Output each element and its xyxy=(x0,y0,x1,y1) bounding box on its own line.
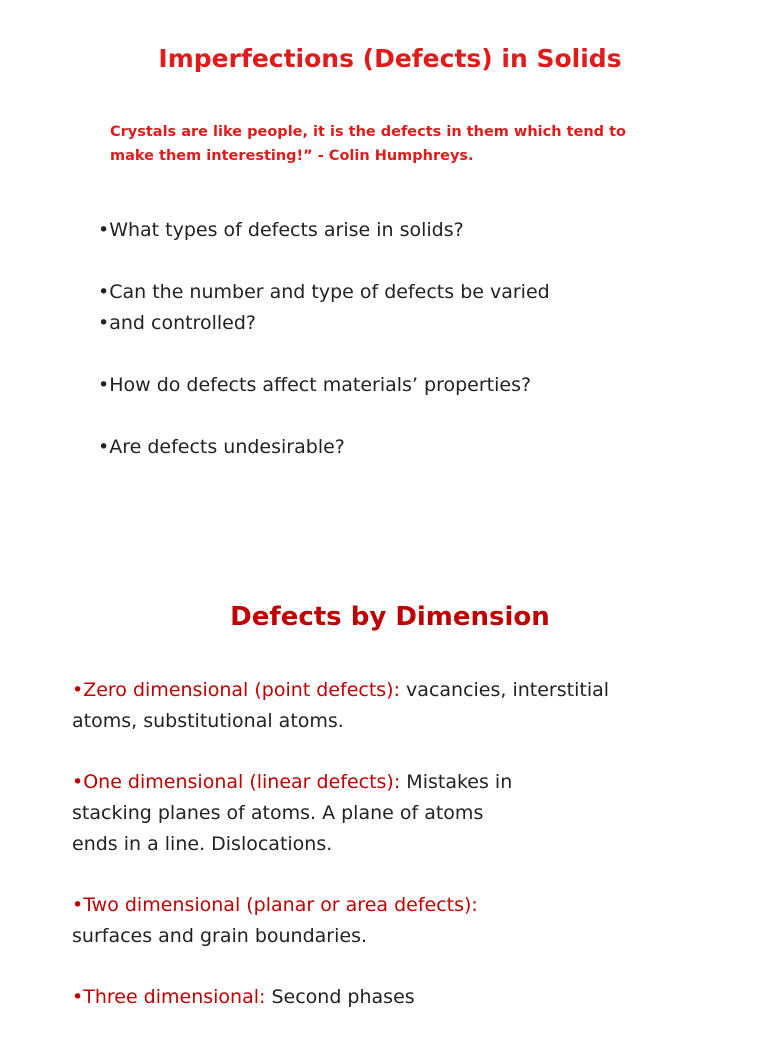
dimension-text: surfaces and grain boundaries. xyxy=(72,925,368,947)
slide-title: Imperfections (Defects) in Solids xyxy=(158,44,622,73)
dimension-item-three xyxy=(72,982,712,1013)
dimension-label: •Zero dimensional (point defects): xyxy=(72,679,401,701)
dimension-label: •Three dimensional: xyxy=(72,986,266,1008)
dimension-text: Second phases xyxy=(265,986,415,1008)
dimension-list xyxy=(72,675,712,1043)
slide-imperfections xyxy=(0,0,768,520)
dimension-item-one xyxy=(72,767,712,860)
dimension-text: vacancies, interstitial xyxy=(400,679,610,701)
question-item: •and controlled? xyxy=(98,312,256,334)
question-item: •How do defects affect materials’ properties? xyxy=(98,374,532,396)
dimension-item-zero xyxy=(72,675,712,737)
question-item: •Can the number and type of defects be varied xyxy=(98,281,550,303)
dimension-item-two xyxy=(72,890,712,952)
quote-line: make them interesting!” - Colin Humphreys. xyxy=(110,148,474,164)
dimension-text: Mistakes in xyxy=(400,771,513,793)
slide-defects-by-dimension xyxy=(0,580,768,1024)
question-list xyxy=(98,215,550,463)
dimension-text: stacking planes of atoms. A plane of atoms xyxy=(72,802,484,824)
slide-title: Defects by Dimension xyxy=(230,602,550,632)
dimension-label: •One dimensional (linear defects): xyxy=(72,771,401,793)
quote-line: Crystals are like people, it is the defects in them which tend to xyxy=(110,124,626,140)
dimension-label: •Two dimensional (planar or area defects): xyxy=(72,894,478,916)
question-item: •Are defects undesirable? xyxy=(98,436,345,458)
humphreys-quote xyxy=(110,120,630,168)
question-item: •What types of defects arise in solids? xyxy=(98,219,464,241)
dimension-text: ends in a line. Dislocations. xyxy=(72,833,333,855)
dimension-text: atoms, substitutional atoms. xyxy=(72,710,344,732)
